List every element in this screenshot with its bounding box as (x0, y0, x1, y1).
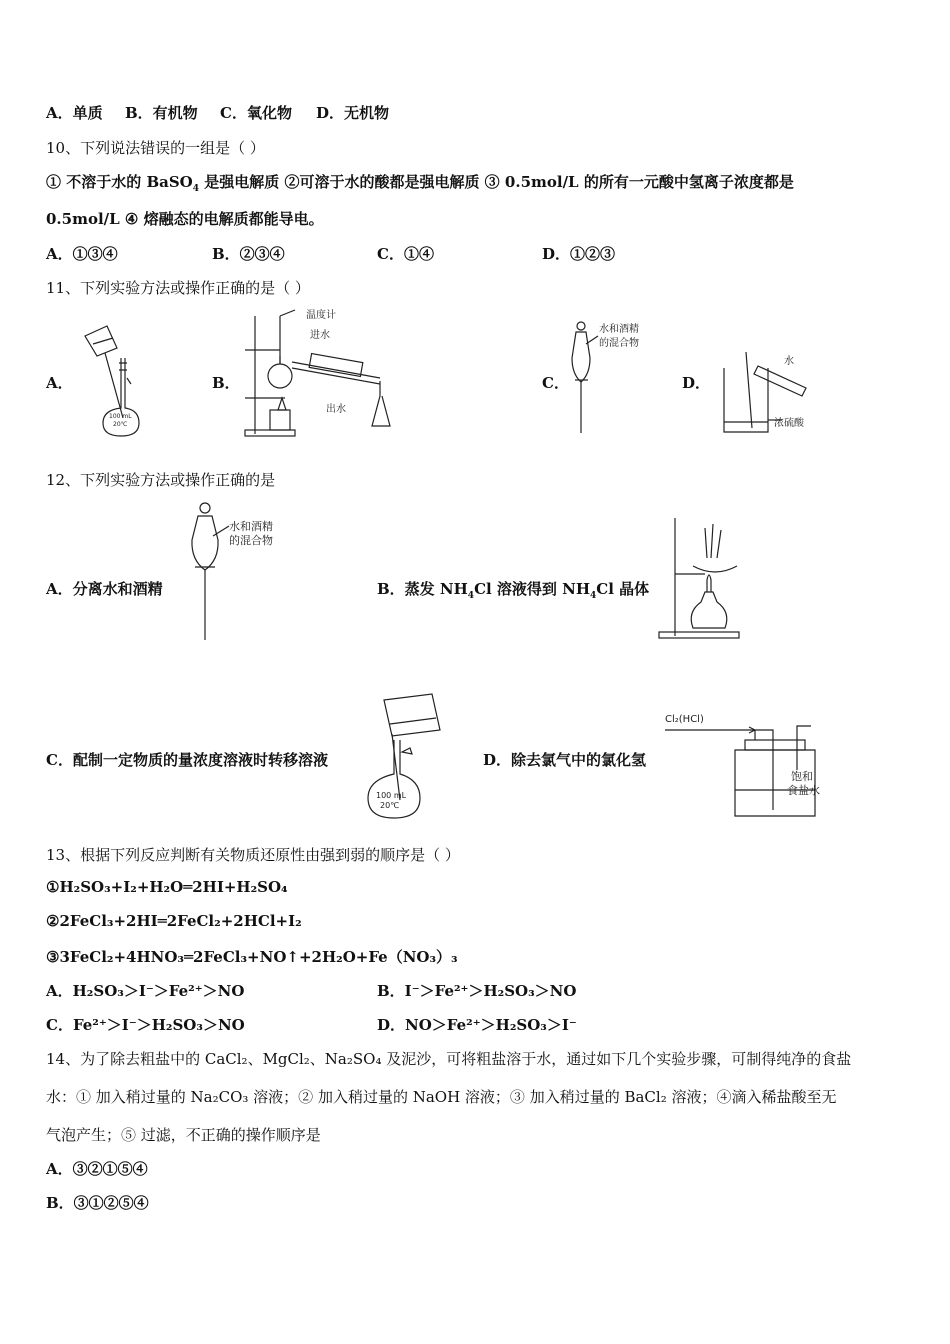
q11-stem: 11、下列实验方法或操作正确的是（ ） (46, 279, 310, 297)
q10-stem: 10、下列说法错误的一组是（ ） (46, 139, 265, 157)
separatory-funnel-figure (568, 318, 668, 438)
q14-option-a: A．③②①⑤④ (46, 1160, 148, 1178)
distillation-figure (240, 306, 400, 440)
q14-stem-line2: 水：① 加入稍过量的 Na₂CO₃ 溶液；② 加入稍过量的 NaOH 溶液；③ 加入稍过量的 BaCl₂ 溶液；④滴入稀盐酸至无 (46, 1088, 837, 1106)
q13-stem: 13、根据下列反应判断有关物质还原性由强到弱的顺序是（ ） (46, 846, 460, 864)
q11-label-c: C． (542, 374, 569, 392)
q10-statement-line1: ① 不溶于水的 BaSO$_4$ 是强电解质 ②可溶于水的酸都是强电解质 ③ 0.5mol/L 的所有一元酸中氢离子浓度都是 (46, 173, 794, 194)
q13-option-d: D．NO＞Fe²⁺＞H₂SO₃＞I⁻ (377, 1016, 577, 1034)
q13-reaction-3: ③3FeCl₂+4HNO₃═2FeCl₃+NO↑+2H₂O+Fe（NO₃）₃ (46, 948, 458, 966)
q9-option-c: C．氧化物 (220, 104, 292, 122)
q10-option-a: A．①③④ (46, 245, 118, 263)
flask-volume-label-2: 100 mL (376, 791, 407, 800)
q13-option-b: B．I⁻＞Fe²⁺＞H₂SO₃＞NO (377, 982, 577, 1000)
q10-option-b: B．②③④ (212, 245, 285, 263)
volumetric-flask-transfer-figure (75, 318, 155, 438)
mixture-label: 水和酒精 (599, 324, 639, 335)
q10-statement-line2: 0.5mol/L ④ 熔融态的电解质都能导电。 (46, 210, 324, 228)
q10-option-c: C．①④ (377, 245, 434, 263)
mixture-label-2: 的混合物 (599, 338, 639, 349)
water-out-label: 出水 (326, 404, 346, 415)
q13-reaction-2: ②2FeCl₃+2HI═2FeCl₂+2HCl+I₂ (46, 912, 302, 930)
mixture-label-3: 水和酒精 (229, 520, 273, 533)
q14-stem-line3: 气泡产生；⑤ 过滤，不正确的操作顺序是 (46, 1126, 321, 1144)
brine-label: 饱和 (791, 770, 813, 783)
gas-label: Cl₂(HCl) (665, 714, 704, 725)
q12-option-c: C．配制一定物质的量浓度溶液时转移溶液 (46, 751, 328, 769)
q14-stem-line1: 14、为了除去粗盐中的 CaCl₂、MgCl₂、Na₂SO₄ 及泥沙，可将粗盐溶于水，通过如下几个实验步骤，可制得纯净的食盐 (46, 1050, 852, 1068)
q13-reaction-1: ①H₂SO₃+I₂+H₂O═2HI+H₂SO₄ (46, 878, 288, 896)
water-label: 水 (784, 356, 794, 367)
q9-option-b: B．有机物 (125, 104, 198, 122)
brine-label-2: 食盐水 (787, 784, 820, 797)
concentrated-acid-label: 浓硫酸 (774, 418, 804, 429)
q12-option-b: B．蒸发 $NH_4Cl$ 溶液得到 $NH_4Cl$ 晶体 (377, 580, 650, 601)
acid-dilution-figure (718, 348, 828, 438)
q12-stem: 12、下列实验方法或操作正确的是 (46, 471, 276, 489)
q10-option-d: D．①②③ (542, 245, 616, 263)
water-in-label: 进水 (310, 330, 330, 341)
thermometer-label: 温度计 (306, 310, 336, 321)
q13-option-a: A．H₂SO₃＞I⁻＞Fe²⁺＞NO (46, 982, 245, 1000)
volumetric-flask-transfer-figure-2 (362, 690, 452, 825)
q11-label-d: D． (682, 374, 711, 392)
separatory-funnel-figure-2 (185, 500, 295, 644)
mixture-label-4: 的混合物 (229, 534, 273, 547)
flask-temp-label: 20℃ (113, 421, 128, 428)
q14-option-b: B．③①②⑤④ (46, 1194, 149, 1212)
gas-washing-bottle-figure (665, 710, 845, 820)
q13-option-c: C．Fe²⁺＞I⁻＞H₂SO₃＞NO (46, 1016, 245, 1034)
q9-option-a: A．单质 (46, 104, 103, 122)
evaporation-figure (655, 508, 755, 643)
q11-label-b: B． (212, 374, 240, 392)
flask-volume-label: 100 mL (109, 413, 132, 420)
q11-label-a: A． (46, 374, 73, 392)
q12-option-a: A．分离水和酒精 (46, 580, 163, 598)
q12-option-d: D．除去氯气中的氯化氢 (483, 751, 647, 769)
q9-option-d: D．无机物 (316, 104, 390, 122)
flask-temp-label-2: 20℃ (380, 801, 400, 810)
